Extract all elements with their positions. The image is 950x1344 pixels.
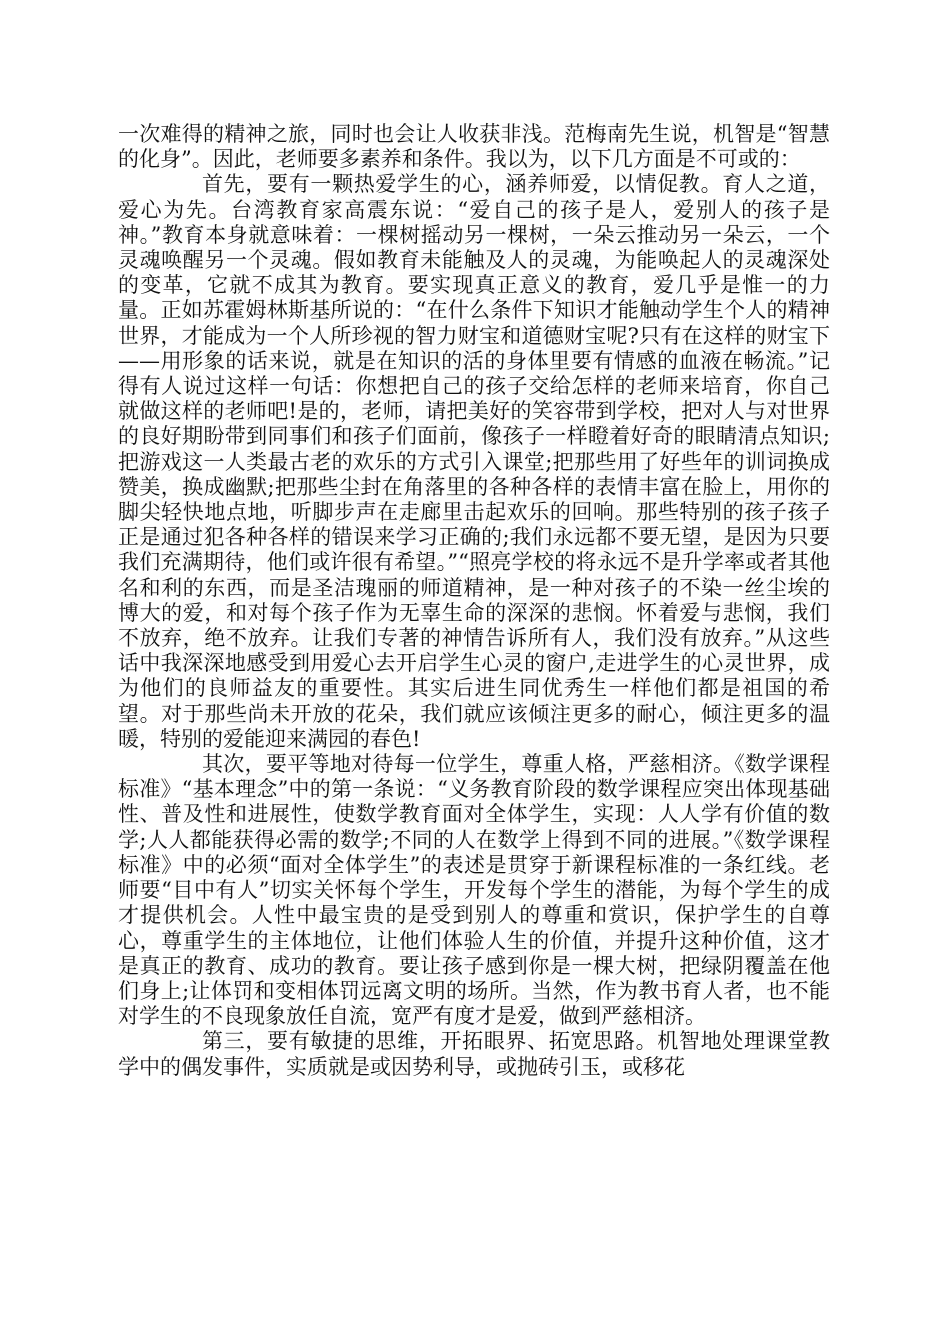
paragraph-continuation: 一次难得的精神之旅，同时也会让人收获非浅。范梅南先生说，机智是“智慧的化身”。因此，老师要多素养和条件。我以为，以下几方面是不可或的： bbox=[118, 122, 830, 172]
paragraph-first-point: 首先，要有一颗热爱学生的心，涵养师爱，以情促教。育人之道，爱心为先。台湾教育家高震东说：“爱自己的孩子是人，爱别人的孩子是神。”教育本身就意味着：一棵树摇动另一棵树，一朵云推动另一朵云，一个灵魂唤醒另一个灵魂。假如教育未能触及人的灵魂，为能唤起人的灵魂深处的变革，它就不成其为教育。要实现真正意义的教育，爱几乎是惟一的力量。正如苏霍姆林斯基所说的：“在什么条件下知识才能触动学生个人的精神世界，才能成为一个人所珍视的智力财宝和道德财宝呢?只有在这样的财宝下——用形象的话来说，就是在知识的活的身体里要有情感的血液在畅流。”记得有人说过这样一句话：你想把自己的孩子交给怎样的老师来培育，你自己就做这样的老师吧!是的，老师，请把美好的笑容带到学校，把对人与对世界的良好期盼带到同事们和孩子们面前，像孩子一样瞪着好奇的眼睛清点知识;把游戏这一人类最古老的欢乐的方式引入课堂;把那些用了好些年的训词换成赞美，换成幽默;把那些尘封在角落里的各种各样的表情丰富在脸上，用你的脚尖轻快地点地，听脚步声在走廊里击起欢乐的回响。那些特别的孩子孩子正是通过犯各种各样的错误来学习正确的;我们永远都不要无望，是因为只要我们充满期待，他们或许很有希望。”“照亮学校的将永远不是升学率或者其他名和利的东西，而是圣洁瑰丽的师道精神，是一种对孩子的不染一丝尘埃的博大的爱，和对每个孩子作为无辜生命的深深的悲悯。怀着爱与悲悯，我们不放弃，绝不放弃。让我们专著的神情告诉所有人，我们没有放弃。”从这些话中我深深地感受到用爱心去开启学生心灵的窗户,走进学生的心灵世界，成为他们的良师益友的重要性。其实后进生同优秀生一样他们都是祖国的希望。对于那些尚未开放的花朵，我们就应该倾注更多的耐心，倾注更多的温暖，特别的爱能迎来满园的春色! bbox=[118, 172, 830, 751]
paragraph-third-point: 第三，要有敏捷的思维，开拓眼界、拓宽思路。机智地处理课堂教学中的偶发事件，实质就是或因势利导，或抛砖引玉，或移花 bbox=[118, 1029, 830, 1079]
paragraph-second-point: 其次，要平等地对待每一位学生，尊重人格，严慈相济。《数学课程标准》“基本理念”中的第一条说：“义务教育阶段的数学课程应突出体现基础性、普及性和进展性，使数学教育面对全体学生，实现：人人学有价值的数学;人人都能获得必需的数学;不同的人在数学上得到不同的进展。”《数学课程标准》中的必须“面对全体学生”的表述是贯穿于新课程标准的一条红线。老师要“目中有人”切实关怀每个学生，开发每个学生的潜能，为每个学生的成才提供机会。人性中最宝贵的是受到别人的尊重和赏识，保护学生的自尊心，尊重学生的主体地位，让他们体验人生的价值，并提升这种价值，这才是真正的教育、成功的教育。要让孩子感到你是一棵大树，把绿阴覆盖在他们身上;让体罚和变相体罚远离文明的场所。当然，作为教书育人者，也不能对学生的不良现象放任自流，宽严有度才是爱，做到严慈相济。 bbox=[118, 752, 830, 1029]
document-body bbox=[118, 122, 830, 1080]
